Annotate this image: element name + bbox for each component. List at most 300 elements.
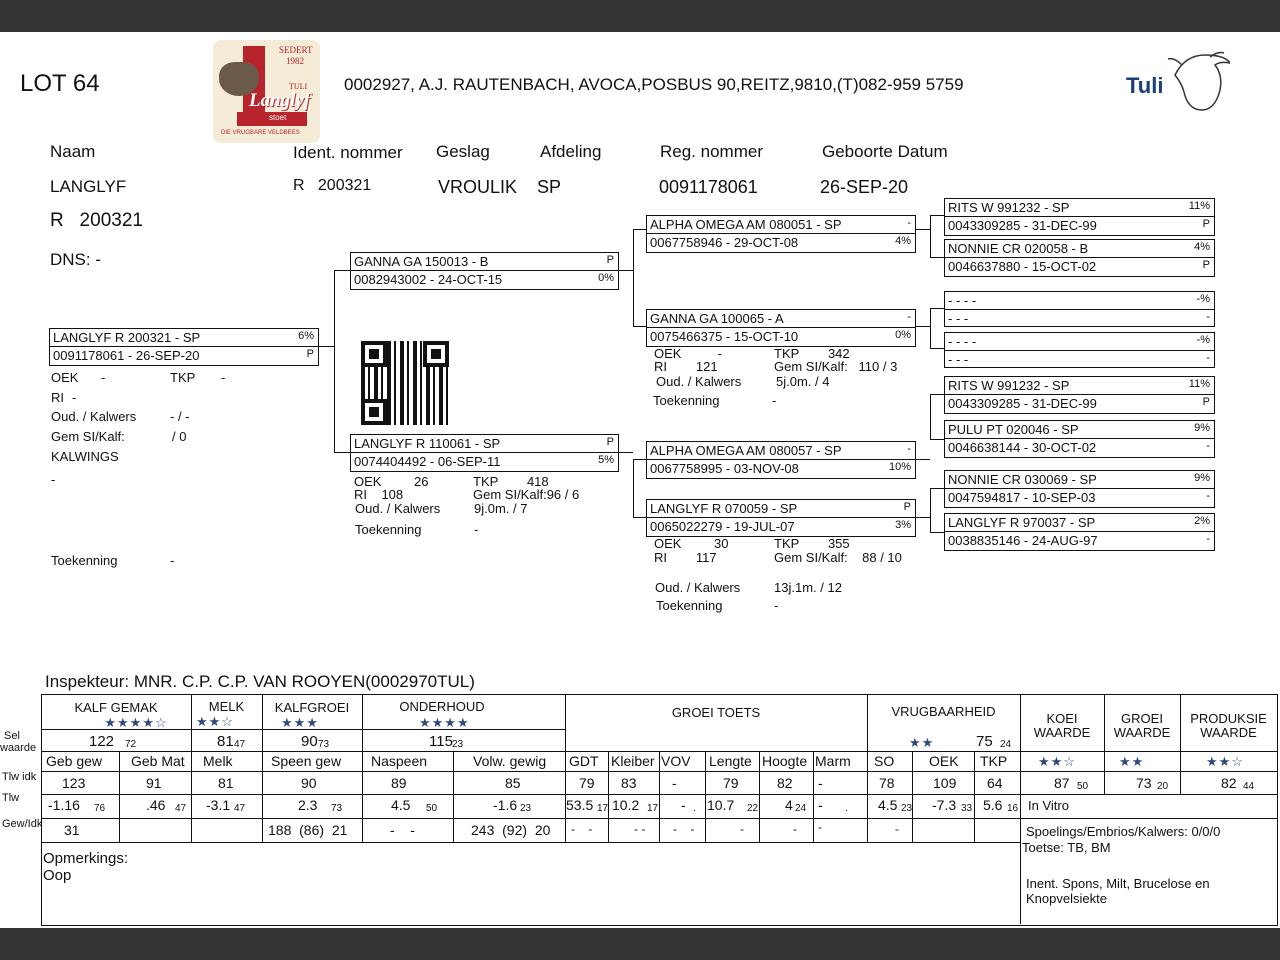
divider-line bbox=[974, 751, 975, 842]
table-tlw-11-v: - bbox=[818, 797, 823, 813]
table-cols-10: Hoogte bbox=[762, 753, 808, 769]
table-tlw-5-v: -1.6 bbox=[493, 797, 518, 813]
table-groups-koei2: WAARDE bbox=[1033, 725, 1091, 740]
logo-stoet: stoet bbox=[269, 113, 287, 122]
opmerkings-label: Opmerkings: bbox=[43, 850, 129, 867]
table-tlw-idk-8: - bbox=[672, 775, 677, 791]
ggp-6-pct: 9% bbox=[1194, 472, 1210, 484]
ggp-3-pct: -% bbox=[1196, 334, 1210, 346]
table-groups-vrug-val: 75 bbox=[976, 733, 993, 750]
subject-tkp: - bbox=[221, 370, 226, 385]
subject-gem-label: Gem SI/Kalf: bbox=[51, 429, 125, 444]
subject-oud-label: Oud. / Kalwers bbox=[51, 409, 137, 424]
divider-line bbox=[914, 326, 930, 327]
divider-line bbox=[945, 531, 1214, 532]
ggp-6-line1: NONNIE CR 030069 - SP bbox=[948, 472, 1097, 487]
divider-line bbox=[945, 350, 1214, 351]
table-tlw-7-v: 10.2 bbox=[612, 797, 640, 813]
divider-line bbox=[262, 694, 263, 842]
table-groups-kalfgroei-stars: ★★★ bbox=[281, 715, 319, 730]
table-groups-vrug-acc: 24 bbox=[1000, 739, 1012, 750]
table-row-labels-sel: Sel bbox=[4, 730, 20, 742]
divider-line bbox=[633, 326, 646, 327]
divider-line bbox=[930, 215, 931, 257]
table-tlw-0-a: 76 bbox=[94, 803, 106, 814]
table-cols-12: SO bbox=[874, 753, 895, 769]
table-groups-produksie-stars: ★★☆ bbox=[1206, 754, 1244, 769]
dam-oud-val: 9j.0m. / 7 bbox=[474, 501, 528, 516]
sd-oek: OEK - bbox=[654, 346, 722, 361]
table-tlw-8-a: . bbox=[693, 803, 696, 814]
table-groups-vrugbaarheid: VRUGBAARHEID bbox=[891, 704, 996, 719]
table-gew-8: - - bbox=[673, 822, 695, 836]
table-groups-kalf-gemak-acc: 72 bbox=[125, 739, 137, 750]
table-gew-9: - bbox=[740, 822, 744, 836]
divider-line bbox=[608, 751, 609, 842]
ggp-3-mark: - bbox=[1206, 352, 1210, 364]
table-groups-onderhoud-val: 115 bbox=[429, 733, 453, 750]
subject-toek: - bbox=[170, 553, 175, 568]
ggp-0-line1: RITS W 991232 - SP bbox=[948, 200, 1070, 215]
sire-dam-box bbox=[646, 309, 916, 347]
ggp-7-mark: - bbox=[1206, 533, 1210, 545]
table-tlw-idk-10: 82 bbox=[777, 775, 793, 791]
divider-line bbox=[453, 751, 454, 842]
table-cols-14: TKP bbox=[980, 753, 1008, 769]
dd-oud: Oud. / Kalwers bbox=[655, 580, 741, 595]
afdeling-label: Afdeling bbox=[540, 142, 602, 161]
table-toetse: Toetse: TB, BM bbox=[1022, 840, 1111, 855]
divider-line bbox=[930, 215, 944, 216]
ggp-7-line1: LANGLYF R 970037 - SP bbox=[948, 515, 1096, 530]
logo-name: Langlyf bbox=[249, 90, 311, 111]
ggp-4-pct: 11% bbox=[1188, 378, 1210, 390]
divider-line bbox=[930, 308, 944, 309]
sd-pct: 0% bbox=[895, 329, 911, 341]
divider-line bbox=[930, 394, 944, 395]
table-tlw-10-v: 4 bbox=[785, 797, 793, 813]
table-tlw-6-a: 17 bbox=[597, 803, 609, 814]
table-tlw-6-v: 53.5 bbox=[566, 797, 594, 813]
table-gew-4: - - bbox=[390, 822, 415, 838]
divider-line bbox=[647, 233, 915, 234]
afdeling-value: SP bbox=[537, 177, 562, 197]
dd-line2: 0065022279 - 19-JUL-07 bbox=[650, 519, 795, 534]
table-groups-produksie2: WAARDE bbox=[1200, 725, 1257, 740]
table-spoelings: Spoelings/Embrios/Kalwers: 0/0/0 bbox=[1026, 824, 1221, 839]
dd-toek: Toekenning bbox=[656, 598, 723, 613]
divider-line bbox=[351, 270, 618, 271]
dam-ri: RI 108 bbox=[354, 487, 404, 502]
divider-line bbox=[633, 229, 634, 327]
table-tlw-2-a: 47 bbox=[234, 803, 246, 814]
ggp-5-mark: - bbox=[1206, 440, 1210, 452]
table-cols-13: OEK bbox=[929, 753, 959, 769]
ggp-0-line2: 0043309285 - 31-DEC-99 bbox=[948, 218, 1097, 233]
table-tlw-8-v: - bbox=[681, 797, 686, 813]
divider-line bbox=[647, 459, 915, 460]
divider-line bbox=[914, 517, 930, 518]
divider-line bbox=[1180, 694, 1181, 794]
table-tlw-12-a: 23 bbox=[901, 803, 913, 814]
divider-line bbox=[813, 751, 814, 842]
ggp-1-pct: 4% bbox=[1194, 241, 1210, 253]
dns-value: DNS: - bbox=[50, 250, 101, 269]
table-tlw-idk-2: 81 bbox=[218, 775, 234, 791]
table-tlw-idk-6: 79 bbox=[579, 775, 595, 791]
divider-line bbox=[705, 751, 706, 842]
geboorte-label: Geboorte Datum bbox=[822, 142, 948, 161]
table-tlw-3-a: 73 bbox=[331, 803, 343, 814]
table-groups-groei2: WAARDE bbox=[1113, 725, 1171, 740]
table-tlw-idk-12: 78 bbox=[879, 775, 895, 791]
table-row-labels-tlw-idk: Tlw idk bbox=[2, 771, 37, 783]
dam-toek-val: - bbox=[474, 522, 479, 537]
table-gew-11: - bbox=[818, 820, 822, 834]
sd-gem: Gem SI/Kalf: 110 / 3 bbox=[774, 359, 898, 374]
divider-line bbox=[617, 452, 633, 453]
table-tlw-idk-4: 89 bbox=[391, 775, 407, 791]
table-tlw-4-v: 4.5 bbox=[391, 797, 411, 813]
table-tlw-7-a: 17 bbox=[647, 803, 659, 814]
ggp-6-line2: 0047594817 - 10-SEP-03 bbox=[948, 490, 1096, 505]
table-cols-4: Naspeen bbox=[371, 753, 428, 769]
table-cols-0: Geb gew bbox=[46, 753, 103, 769]
table-tlw-idk-9: 79 bbox=[723, 775, 739, 791]
divider-line bbox=[351, 452, 618, 453]
divider-line bbox=[930, 308, 931, 348]
table-groups-kalfgroei-val: 90 bbox=[301, 733, 318, 750]
ggp-0-mark: P bbox=[1202, 218, 1210, 230]
ggp-4-line1: RITS W 991232 - SP bbox=[948, 378, 1070, 393]
table-values-koei: 87 bbox=[1054, 775, 1070, 791]
table-cols-9: Lengte bbox=[709, 753, 752, 769]
table-gew-0: 31 bbox=[64, 822, 80, 838]
dd-oek: OEK 30 bbox=[654, 536, 729, 551]
divider-line bbox=[633, 517, 646, 518]
geboorte-value: 26-SEP-20 bbox=[820, 177, 909, 197]
table-tlw-idk-5: 85 bbox=[505, 775, 521, 791]
langlyf-logo bbox=[213, 40, 320, 143]
ggp-box bbox=[944, 332, 1215, 368]
tuli-logo bbox=[1120, 45, 1230, 115]
sire-pct: 0% bbox=[598, 272, 614, 284]
dam-toek: Toekenning bbox=[355, 522, 422, 537]
table-gew-5: 243 (92) 20 bbox=[471, 822, 551, 838]
divider-line bbox=[930, 439, 944, 440]
logo-slogan: DIE VRUGBARE VELDBEES bbox=[221, 130, 300, 136]
ggp-0-pct: 11% bbox=[1188, 200, 1210, 212]
table-values-koei-acc: 50 bbox=[1077, 781, 1089, 792]
subject-gem: / 0 bbox=[172, 429, 187, 444]
ggp-7-line2: 0038835146 - 24-AUG-97 bbox=[948, 533, 1098, 548]
ggp-5-line2: 0046638144 - 30-OCT-02 bbox=[948, 440, 1097, 455]
dd-pct: 3% bbox=[895, 519, 911, 531]
subject-ri: - bbox=[72, 390, 77, 405]
dam-box bbox=[350, 434, 619, 472]
table-tlw-13-v: -7.3 bbox=[932, 797, 957, 813]
subject-mark: P bbox=[306, 348, 314, 360]
sire-sire-box bbox=[646, 215, 916, 253]
table-cols-5: Volw. gewig bbox=[473, 753, 547, 769]
ds-line1: ALPHA OMEGA AM 080057 - SP bbox=[650, 443, 842, 458]
table-tlw-idk-7: 83 bbox=[621, 775, 637, 791]
table-groups-kalfgroei: KALFGROEI bbox=[274, 700, 350, 715]
dam-dam-box bbox=[646, 499, 916, 537]
table-tlw-1-a: 47 bbox=[175, 803, 187, 814]
table-values-produksie: 82 bbox=[1221, 775, 1237, 791]
table-groups-onderhoud: ONDERHOUD bbox=[399, 699, 485, 714]
divider-line bbox=[119, 751, 120, 842]
ggp-5-line1: PULU PT 020046 - SP bbox=[948, 422, 1079, 437]
divider-line bbox=[914, 459, 930, 460]
ss-pct: 4% bbox=[895, 235, 911, 247]
divider-line bbox=[647, 327, 915, 328]
ggp-box bbox=[944, 376, 1215, 414]
dd-tkp: TKP 355 bbox=[774, 536, 850, 551]
table-gew-3: 188 (86) 21 bbox=[268, 822, 348, 838]
sd-ri: RI 121 bbox=[654, 359, 718, 374]
divider-line bbox=[930, 257, 944, 258]
divider-line bbox=[318, 346, 334, 347]
table-row-labels-waarde: waarde bbox=[0, 742, 37, 754]
ident-label: Ident. nommer bbox=[293, 143, 403, 162]
table-tlw-idk-11: - bbox=[818, 775, 823, 791]
dd-line1: LANGLYF R 070059 - SP bbox=[650, 501, 798, 516]
divider-line bbox=[659, 751, 660, 842]
ggp-4-line2: 0043309285 - 31-DEC-99 bbox=[948, 396, 1097, 411]
divider-line bbox=[945, 394, 1214, 395]
dam-gem: Gem SI/Kalf:96 / 6 bbox=[473, 487, 580, 502]
ggp-2-line1: - - - - bbox=[948, 293, 977, 308]
table-inent2: Knopvelsiekte bbox=[1026, 891, 1107, 906]
dam-tkp: TKP 418 bbox=[473, 474, 549, 489]
ss-mark: - bbox=[907, 217, 911, 229]
divider-line bbox=[912, 751, 913, 842]
ggp-box bbox=[944, 291, 1215, 327]
table-values-groei-acc: 20 bbox=[1157, 781, 1169, 792]
dd-oud-val: 13j.1m. / 12 bbox=[774, 580, 842, 595]
divider-line bbox=[945, 488, 1214, 489]
dam-sire-box bbox=[646, 441, 916, 479]
subject-line2: 0091178061 - 26-SEP-20 bbox=[53, 348, 200, 363]
divider-line bbox=[362, 694, 363, 842]
table-groups-melk: MELK bbox=[208, 699, 245, 714]
dd-gem: Gem SI/Kalf: 88 / 10 bbox=[774, 550, 902, 565]
subject-oek: - bbox=[101, 370, 106, 385]
ds-line2: 0067758995 - 03-NOV-08 bbox=[650, 461, 799, 476]
ggp-box bbox=[944, 239, 1215, 277]
owner-info: 0002927, A.J. RAUTENBACH, AVOCA,POSBUS 90,REITZ,9810,(T)082-959 5759 bbox=[344, 75, 964, 94]
ds-pct: 10% bbox=[888, 461, 911, 473]
table-groups-koei: KOEI bbox=[1046, 711, 1078, 726]
subject-line1: LANGLYF R 200321 - SP bbox=[53, 330, 201, 345]
divider-line bbox=[759, 751, 760, 842]
divider-line bbox=[914, 229, 930, 230]
logo-tuli: TULI bbox=[289, 82, 308, 91]
table-cols-7: Kleiber bbox=[611, 753, 655, 769]
subject-kalwings-value: - bbox=[51, 472, 56, 487]
inspector: Inspekteur: MNR. C.P. C.P. VAN ROOYEN(0002970TUL) bbox=[45, 672, 475, 691]
divider-line bbox=[617, 270, 633, 271]
dam-line1: LANGLYF R 110061 - SP bbox=[354, 436, 501, 451]
table-tlw-5-a: 23 bbox=[520, 803, 532, 814]
table-groups-koei-stars: ★★☆ bbox=[1038, 754, 1076, 769]
table-tlw-14-a: 16 bbox=[1007, 803, 1019, 814]
sd-oud-val: 5j.0m. / 4 bbox=[776, 374, 830, 389]
table-tlw-13-a: 33 bbox=[961, 803, 973, 814]
table-groups-groei-stars: ★★ bbox=[1119, 754, 1145, 769]
ggp-5-pct: 9% bbox=[1194, 422, 1210, 434]
ggp-box bbox=[944, 513, 1215, 551]
dd-mark: P bbox=[903, 501, 911, 513]
table-groups-vrug-stars: ★★ bbox=[909, 735, 935, 750]
logo-sedert: SEDERT bbox=[279, 45, 313, 55]
table-tlw-idk-13: 109 bbox=[933, 775, 957, 791]
ggp-box bbox=[944, 470, 1215, 508]
subject-ri-label: RI bbox=[51, 390, 64, 405]
ggp-2-mark: - bbox=[1206, 311, 1210, 323]
sd-oud: Oud. / Kalwers bbox=[656, 374, 742, 389]
divider-line bbox=[945, 216, 1214, 217]
table-tlw-idk-3: 90 bbox=[301, 775, 317, 791]
ds-mark: - bbox=[907, 443, 911, 455]
table-cols-2: Melk bbox=[203, 753, 233, 769]
divider-line bbox=[334, 270, 350, 271]
ss-line1: ALPHA OMEGA AM 080051 - SP bbox=[650, 217, 842, 232]
table-tlw-idk-14: 64 bbox=[987, 775, 1003, 791]
table-cols-3: Speen gew bbox=[271, 753, 342, 769]
table-inent1: Inent. Spons, Milt, Brucelose en bbox=[1026, 876, 1210, 891]
table-gew-12: - bbox=[895, 822, 899, 836]
divider-line bbox=[633, 459, 634, 517]
sd-mark: - bbox=[907, 311, 911, 323]
table-in-vitro: In Vitro bbox=[1028, 798, 1069, 813]
dd-ri: RI 117 bbox=[654, 550, 717, 565]
divider-line bbox=[930, 348, 944, 349]
divider-line bbox=[945, 309, 1214, 310]
divider-line bbox=[930, 488, 931, 532]
subject-oek-label: OEK bbox=[51, 370, 79, 385]
table-groups-onderhoud-acc: 23 bbox=[452, 739, 464, 750]
table-groups-melk-stars: ★★☆ bbox=[196, 714, 234, 729]
table-tlw-3-v: 2.3 bbox=[298, 797, 318, 813]
subject-pct: 6% bbox=[298, 330, 314, 342]
bottom-bar bbox=[0, 928, 1280, 960]
divider-line bbox=[647, 517, 915, 518]
divider-line bbox=[334, 452, 350, 453]
dam-mark: P bbox=[606, 436, 614, 448]
table-tlw-0-v: -1.16 bbox=[48, 797, 80, 813]
ggp-3-line1: - - - - bbox=[948, 334, 977, 349]
ggp-1-mark: P bbox=[1202, 259, 1210, 271]
naam-value: LANGLYF bbox=[50, 177, 127, 196]
table-cols-8: VOV bbox=[661, 753, 691, 769]
table-cols-11: Marm bbox=[815, 753, 851, 769]
subject-tkp-label: TKP bbox=[170, 370, 196, 385]
sire-line1: GANNA GA 150013 - B bbox=[354, 254, 489, 269]
ident-value: R 200321 bbox=[293, 177, 372, 194]
table-cols-1: Geb Mat bbox=[131, 753, 185, 769]
dd-toek-val: - bbox=[774, 598, 779, 613]
subject-toek-label: Toekenning bbox=[51, 553, 118, 568]
brand: Tuli bbox=[1126, 73, 1164, 98]
ggp-6-mark: - bbox=[1206, 490, 1210, 502]
table-groups-kalfgroei-acc: 73 bbox=[318, 739, 330, 750]
table-groups-kalf-gemak: KALF GEMAK bbox=[74, 700, 158, 715]
ggp-box bbox=[944, 420, 1215, 458]
table-groups-groei-toets: GROEI TOETS bbox=[671, 705, 761, 720]
table-tlw-11-a: . bbox=[845, 803, 848, 814]
table-row-labels-gew: Gew/Idk bbox=[2, 818, 43, 830]
table-groups-onderhoud-stars: ★★★★ bbox=[419, 715, 470, 730]
table-tlw-10-a: 24 bbox=[795, 803, 807, 814]
sire-line2: 0082943002 - 24-OCT-15 bbox=[354, 272, 503, 287]
ggp-box bbox=[944, 198, 1215, 236]
divider-line bbox=[930, 394, 931, 439]
table-tlw-4-a: 50 bbox=[426, 803, 438, 814]
reg-label: Reg. nommer bbox=[660, 142, 763, 161]
divider-line bbox=[930, 532, 944, 533]
top-bar bbox=[0, 0, 1280, 32]
divider-line bbox=[930, 488, 944, 489]
table-values-groei: 73 bbox=[1136, 775, 1152, 791]
table-groups-groei: GROEI bbox=[1121, 711, 1163, 726]
table-tlw-idk-1: 91 bbox=[146, 775, 162, 791]
qr-code bbox=[361, 341, 449, 425]
sire-mark: P bbox=[606, 254, 614, 266]
subject-kalwings: KALWINGS bbox=[51, 449, 119, 464]
ss-line2: 0067758946 - 29-OCT-08 bbox=[650, 235, 799, 250]
opmerkings-value: Oop bbox=[43, 867, 72, 884]
table-tlw-12-v: 4.5 bbox=[878, 797, 898, 813]
divider-line bbox=[633, 459, 646, 460]
sd-tkp: TKP 342 bbox=[774, 346, 850, 361]
table-row-labels-tlw: Tlw bbox=[2, 792, 20, 804]
ggp-7-pct: 2% bbox=[1194, 515, 1210, 527]
lot-number: LOT 64 bbox=[20, 70, 100, 97]
dam-oud: Oud. / Kalwers bbox=[355, 501, 441, 516]
table-cols-6: GDT bbox=[569, 753, 599, 769]
divider-line bbox=[633, 229, 646, 230]
divider-line bbox=[1104, 694, 1105, 794]
table-gew-6: - - bbox=[571, 822, 593, 836]
ggp-2-line2: - - - bbox=[948, 311, 969, 326]
divider-line bbox=[945, 257, 1214, 258]
table-groups-kalf-gemak-stars: ★★★★☆ bbox=[104, 715, 168, 730]
table-gew-7: - - bbox=[634, 822, 646, 836]
table-groups-kalf-gemak-val: 122 bbox=[89, 733, 115, 750]
divider-line bbox=[945, 438, 1214, 439]
dam-oek: OEK 26 bbox=[354, 474, 429, 489]
divider-line bbox=[334, 270, 335, 452]
reg-value: 0091178061 bbox=[659, 177, 758, 197]
ggp-2-pct: -% bbox=[1196, 293, 1210, 305]
animal-id: R 200321 bbox=[50, 210, 143, 231]
sd-toek-val: - bbox=[772, 393, 777, 408]
geslag-value: VROULIK bbox=[438, 177, 518, 197]
sire-box bbox=[350, 252, 619, 290]
sd-line2: 0075466375 - 15-OCT-10 bbox=[650, 329, 799, 344]
table-tlw-idk-0: 123 bbox=[62, 775, 86, 791]
geslag-label: Geslag bbox=[436, 142, 490, 161]
table-tlw-14-v: 5.6 bbox=[983, 797, 1003, 813]
sd-line1: GANNA GA 100065 - A bbox=[650, 311, 784, 326]
ggp-1-line1: NONNIE CR 020058 - B bbox=[948, 241, 1089, 256]
ggp-3-line2: - - - bbox=[948, 352, 969, 367]
logo-year: 1982 bbox=[286, 56, 304, 66]
subject-oud: - / - bbox=[170, 409, 190, 424]
